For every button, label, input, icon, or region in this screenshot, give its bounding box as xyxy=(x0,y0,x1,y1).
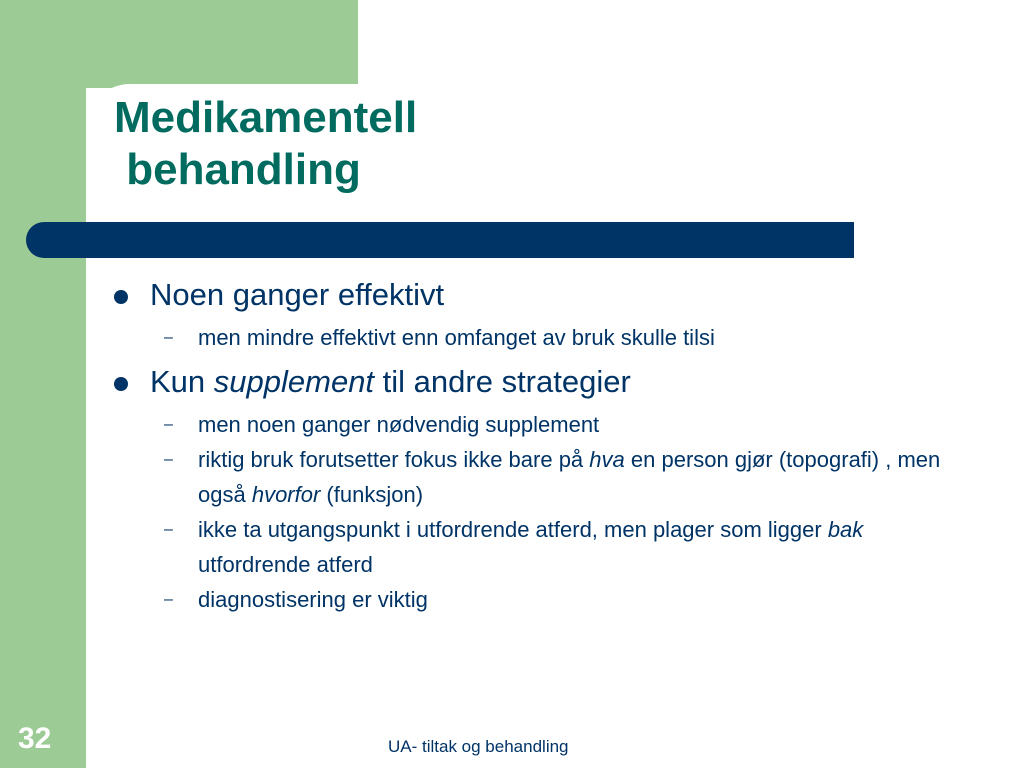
dash-icon: – xyxy=(164,521,173,538)
dash-icon: – xyxy=(164,591,173,608)
text-part: utfordrende atferd xyxy=(198,552,373,577)
text-part: (funksjon) xyxy=(320,482,424,507)
emphasis: bak xyxy=(827,517,864,542)
slide-title: Medikamentell behandling xyxy=(114,93,418,194)
dash-icon: – xyxy=(164,329,173,346)
bullet-text: Noen ganger effektivt xyxy=(150,277,445,312)
bullet-text-part: til andre strategier xyxy=(374,364,631,399)
sub-bullet-item xyxy=(164,582,974,617)
sub-bullet-item xyxy=(164,442,974,512)
text-part: ikke ta utgangspunkt i utfordrende atferd, men plager som ligger xyxy=(198,517,828,542)
bullet-dot-icon xyxy=(114,290,128,304)
emphasis: hvorfor xyxy=(251,482,321,507)
sub-bullet-item xyxy=(164,320,974,355)
sub-bullet-text: men mindre effektivt enn omfanget av bruk skulle tilsi xyxy=(198,325,715,350)
slide-number: 32 xyxy=(18,722,52,755)
sub-bullet-item xyxy=(164,407,974,442)
sub-bullet-text: diagnostisering er viktig xyxy=(198,587,428,612)
emphasis: supplement xyxy=(213,364,375,399)
green-top-band xyxy=(0,0,358,88)
text-part: en person gjør (topografi) , men også xyxy=(198,447,941,507)
dash-icon: – xyxy=(164,416,173,433)
slide-footer: UA- tiltak og behandling xyxy=(388,737,569,756)
text-part: riktig bruk forutsetter fokus ikke bare på xyxy=(198,447,590,472)
title-underline-bar xyxy=(26,222,854,258)
dash-icon: – xyxy=(164,451,173,468)
sub-bullet-text xyxy=(198,442,958,512)
sub-bullet-text: men noen ganger nødvendig supplement xyxy=(198,412,600,437)
bullet-item xyxy=(114,363,974,401)
slide-body xyxy=(114,276,974,617)
green-side-band xyxy=(0,0,86,768)
bullet-text xyxy=(150,363,631,401)
emphasis: hva xyxy=(589,447,625,472)
sub-bullet-item xyxy=(164,512,974,582)
bullet-text-part: Kun xyxy=(150,364,214,399)
bullet-item xyxy=(114,276,974,314)
sub-bullet-text xyxy=(198,512,958,582)
bullet-dot-icon xyxy=(114,377,128,391)
